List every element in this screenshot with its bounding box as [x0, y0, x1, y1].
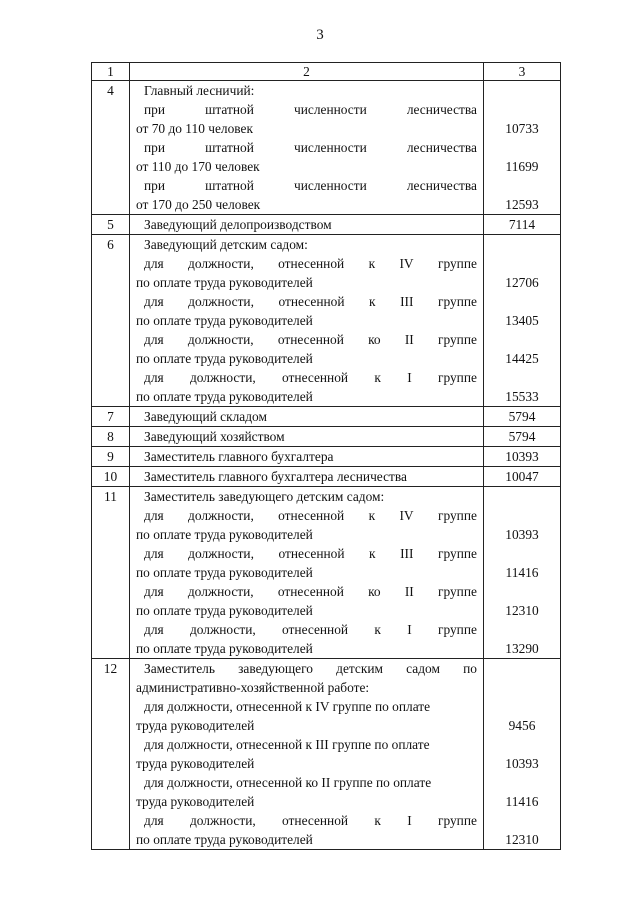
item-continuation: по оплате труда руководителей: [136, 351, 313, 366]
item-word: при: [144, 102, 166, 117]
row-values: [484, 407, 561, 427]
item-word: группе: [437, 622, 477, 637]
row-values: [484, 659, 561, 850]
item-word: группе: [437, 294, 477, 309]
row-number: 8: [92, 427, 130, 447]
header-col-2: 2: [130, 63, 484, 81]
item-continuation: от 70 до 110 человек: [136, 121, 253, 136]
item-continuation: от 110 до 170 человек: [136, 159, 260, 174]
title-word: по: [463, 661, 477, 676]
item-word: к: [374, 622, 381, 637]
item-word: должности,: [189, 813, 256, 828]
item-continuation: труда руководителей: [136, 756, 255, 771]
row-value: 12593: [505, 197, 539, 212]
value-spacer: [484, 292, 560, 311]
table-row: [92, 235, 561, 407]
item-continuation: по оплате труда руководителей: [136, 603, 313, 618]
item-continuation: по оплате труда руководителей: [136, 527, 313, 542]
title-word: садом: [406, 661, 440, 676]
item-word: штатной: [205, 140, 254, 155]
item-word: отнесенной: [282, 370, 349, 385]
value-spacer: [484, 368, 560, 387]
row-description: [130, 427, 484, 447]
item-word: III: [400, 546, 414, 561]
row-title: Заведующий детским садом:: [144, 237, 308, 252]
item-word: численности: [293, 140, 367, 155]
value-spacer: [484, 773, 560, 792]
item-word: отнесенной: [282, 813, 349, 828]
row-value: 13405: [505, 313, 539, 328]
row-description: [130, 235, 484, 407]
row-values: [484, 447, 561, 467]
row-number: 11: [92, 487, 130, 659]
item-line: [130, 620, 483, 639]
item-word: отнесенной: [282, 622, 349, 637]
item-word: отнесенной: [278, 546, 345, 561]
row-value: 14425: [505, 351, 539, 366]
row-value: 12310: [505, 603, 539, 618]
item-word: при: [144, 140, 166, 155]
item-line: [130, 544, 483, 563]
value-spacer: [484, 659, 560, 697]
item-word: при: [144, 178, 166, 193]
table-row: [92, 487, 561, 659]
item-word: должности,: [189, 622, 256, 637]
item-line: [130, 330, 483, 349]
item-line: для должности, отнесенной к III группе по оплате: [144, 737, 430, 752]
value-spacer: [484, 582, 560, 601]
value-spacer: [484, 544, 560, 563]
row-value: 11699: [505, 159, 539, 174]
item-line: [130, 138, 483, 157]
table-row: [92, 467, 561, 487]
item-word: численности: [293, 178, 367, 193]
item-word: должности,: [188, 546, 254, 561]
item-word: группе: [437, 332, 477, 347]
page-number: 3: [316, 27, 324, 43]
row-number: 6: [92, 235, 130, 407]
row-title: Заместитель главного бухгалтера лесничества: [144, 469, 407, 484]
item-word: группе: [437, 584, 477, 599]
item-line: [130, 100, 483, 119]
row-number: 5: [92, 215, 130, 235]
row-value: 12706: [505, 275, 539, 290]
row-value: 9456: [508, 718, 536, 733]
item-word: группе: [437, 546, 477, 561]
row-description: [130, 659, 484, 850]
item-word: лесничества: [406, 102, 477, 117]
table-row: [92, 447, 561, 467]
item-word: III: [400, 294, 414, 309]
item-word: для: [144, 622, 164, 637]
row-value: 13290: [505, 641, 539, 656]
item-word: отнесенной: [278, 294, 345, 309]
row-title-line: [130, 659, 483, 678]
row-number: 12: [92, 659, 130, 850]
row-value: 11416: [505, 794, 539, 809]
item-word: к: [369, 294, 376, 309]
row-value: 11416: [505, 565, 539, 580]
item-word: должности,: [187, 332, 254, 347]
row-description: [130, 447, 484, 467]
row-values: [484, 467, 561, 487]
row-number: 4: [92, 81, 130, 215]
row-value: 10393: [505, 756, 539, 771]
row-description: [130, 467, 484, 487]
row-value: 10733: [505, 121, 539, 136]
item-continuation: по оплате труда руководителей: [136, 565, 313, 580]
item-word: группе: [437, 508, 477, 523]
table-row: [92, 427, 561, 447]
value-spacer: [484, 235, 560, 254]
item-continuation: по оплате труда руководителей: [136, 275, 313, 290]
row-title: Главный лесничий:: [144, 83, 255, 98]
item-line: [130, 292, 483, 311]
row-title-continuation: административно-хозяйственной работе:: [136, 680, 370, 695]
item-word: штатной: [205, 102, 254, 117]
item-word: группе: [437, 256, 477, 271]
item-continuation: по оплате труда руководителей: [136, 832, 313, 847]
item-word: для: [144, 546, 164, 561]
row-value: 10393: [505, 527, 539, 542]
item-line: для должности, отнесенной ко II группе по оплате: [144, 775, 432, 790]
value-spacer: [484, 620, 560, 639]
header-col-1: 1: [92, 63, 130, 81]
table-row: [92, 215, 561, 235]
item-continuation: труда руководителей: [136, 794, 255, 809]
row-values: [484, 235, 561, 407]
item-word: II: [404, 332, 414, 347]
row-description: [130, 487, 484, 659]
title-word: Заместитель: [144, 661, 215, 676]
item-word: лесничества: [406, 178, 477, 193]
row-title: Заместитель заведующего детским садом:: [144, 489, 385, 504]
value-spacer: [484, 811, 560, 830]
item-line: для должности, отнесенной к IV группе по оплате: [144, 699, 431, 714]
item-word: отнесенной: [278, 256, 345, 271]
item-word: для: [144, 584, 164, 599]
item-line: [130, 811, 483, 830]
item-word: группе: [437, 813, 477, 828]
title-word: детским: [336, 661, 384, 676]
item-continuation: по оплате труда руководителей: [136, 313, 313, 328]
item-word: для: [144, 370, 164, 385]
item-word: ко: [368, 332, 381, 347]
header-row: [92, 63, 561, 81]
item-word: II: [404, 584, 414, 599]
item-word: должности,: [188, 508, 254, 523]
item-word: группе: [437, 370, 477, 385]
row-value: 10047: [505, 469, 539, 484]
value-spacer: [484, 735, 560, 754]
item-word: к: [374, 813, 381, 828]
item-word: к: [368, 508, 376, 523]
item-word: отнесенной: [277, 332, 344, 347]
item-word: к: [368, 256, 376, 271]
salary-table: [91, 62, 561, 850]
row-value: 15533: [505, 389, 539, 404]
row-values: [484, 487, 561, 659]
item-word: I: [407, 370, 412, 385]
row-description: [130, 215, 484, 235]
value-spacer: [484, 138, 560, 157]
value-spacer: [484, 81, 560, 100]
item-word: штатной: [205, 178, 254, 193]
item-word: должности,: [188, 256, 254, 271]
item-word: к: [369, 546, 376, 561]
item-word: для: [144, 332, 164, 347]
item-line: [130, 176, 483, 195]
item-word: IV: [399, 508, 414, 523]
item-word: должности,: [187, 584, 254, 599]
item-word: I: [407, 813, 412, 828]
row-value: 5794: [508, 429, 536, 444]
item-word: должности,: [189, 370, 256, 385]
row-number: 9: [92, 447, 130, 467]
item-line: [130, 368, 483, 387]
item-continuation: от 170 до 250 человек: [136, 197, 261, 212]
row-title: Заведующий делопроизводством: [144, 217, 332, 232]
title-word: заведующего: [238, 661, 313, 676]
table-row: [92, 81, 561, 215]
row-values: [484, 427, 561, 447]
row-title: Заведующий складом: [144, 409, 267, 424]
item-word: отнесенной: [278, 508, 345, 523]
item-word: отнесенной: [277, 584, 344, 599]
value-spacer: [484, 100, 560, 119]
item-word: I: [407, 622, 412, 637]
value-spacer: [484, 176, 560, 195]
row-value: 10393: [505, 449, 539, 464]
header-col-3: 3: [484, 63, 561, 81]
row-value: 5794: [508, 409, 536, 424]
item-word: лесничества: [406, 140, 477, 155]
item-word: IV: [399, 256, 414, 271]
value-spacer: [484, 254, 560, 273]
row-values: [484, 215, 561, 235]
row-title: Заведующий хозяйством: [144, 429, 285, 444]
value-spacer: [484, 330, 560, 349]
value-spacer: [484, 697, 560, 716]
row-description: [130, 407, 484, 427]
item-word: для: [144, 813, 164, 828]
item-word: к: [374, 370, 381, 385]
row-title: Заместитель главного бухгалтера: [144, 449, 334, 464]
row-number: 10: [92, 467, 130, 487]
row-value: 7114: [508, 217, 536, 232]
item-continuation: по оплате труда руководителей: [136, 389, 313, 404]
row-description: [130, 81, 484, 215]
value-spacer: [484, 487, 560, 506]
item-word: должности,: [188, 294, 254, 309]
table-row: [92, 659, 561, 850]
value-spacer: [484, 506, 560, 525]
item-word: численности: [293, 102, 367, 117]
row-number: 7: [92, 407, 130, 427]
item-continuation: по оплате труда руководителей: [136, 641, 313, 656]
row-value: 12310: [505, 832, 539, 847]
item-word: для: [144, 508, 164, 523]
item-word: для: [144, 294, 164, 309]
item-word: ко: [368, 584, 381, 599]
item-word: для: [144, 256, 164, 271]
item-line: [130, 582, 483, 601]
table-row: [92, 407, 561, 427]
item-continuation: труда руководителей: [136, 718, 255, 733]
row-values: [484, 81, 561, 215]
item-line: [130, 254, 483, 273]
item-line: [130, 506, 483, 525]
